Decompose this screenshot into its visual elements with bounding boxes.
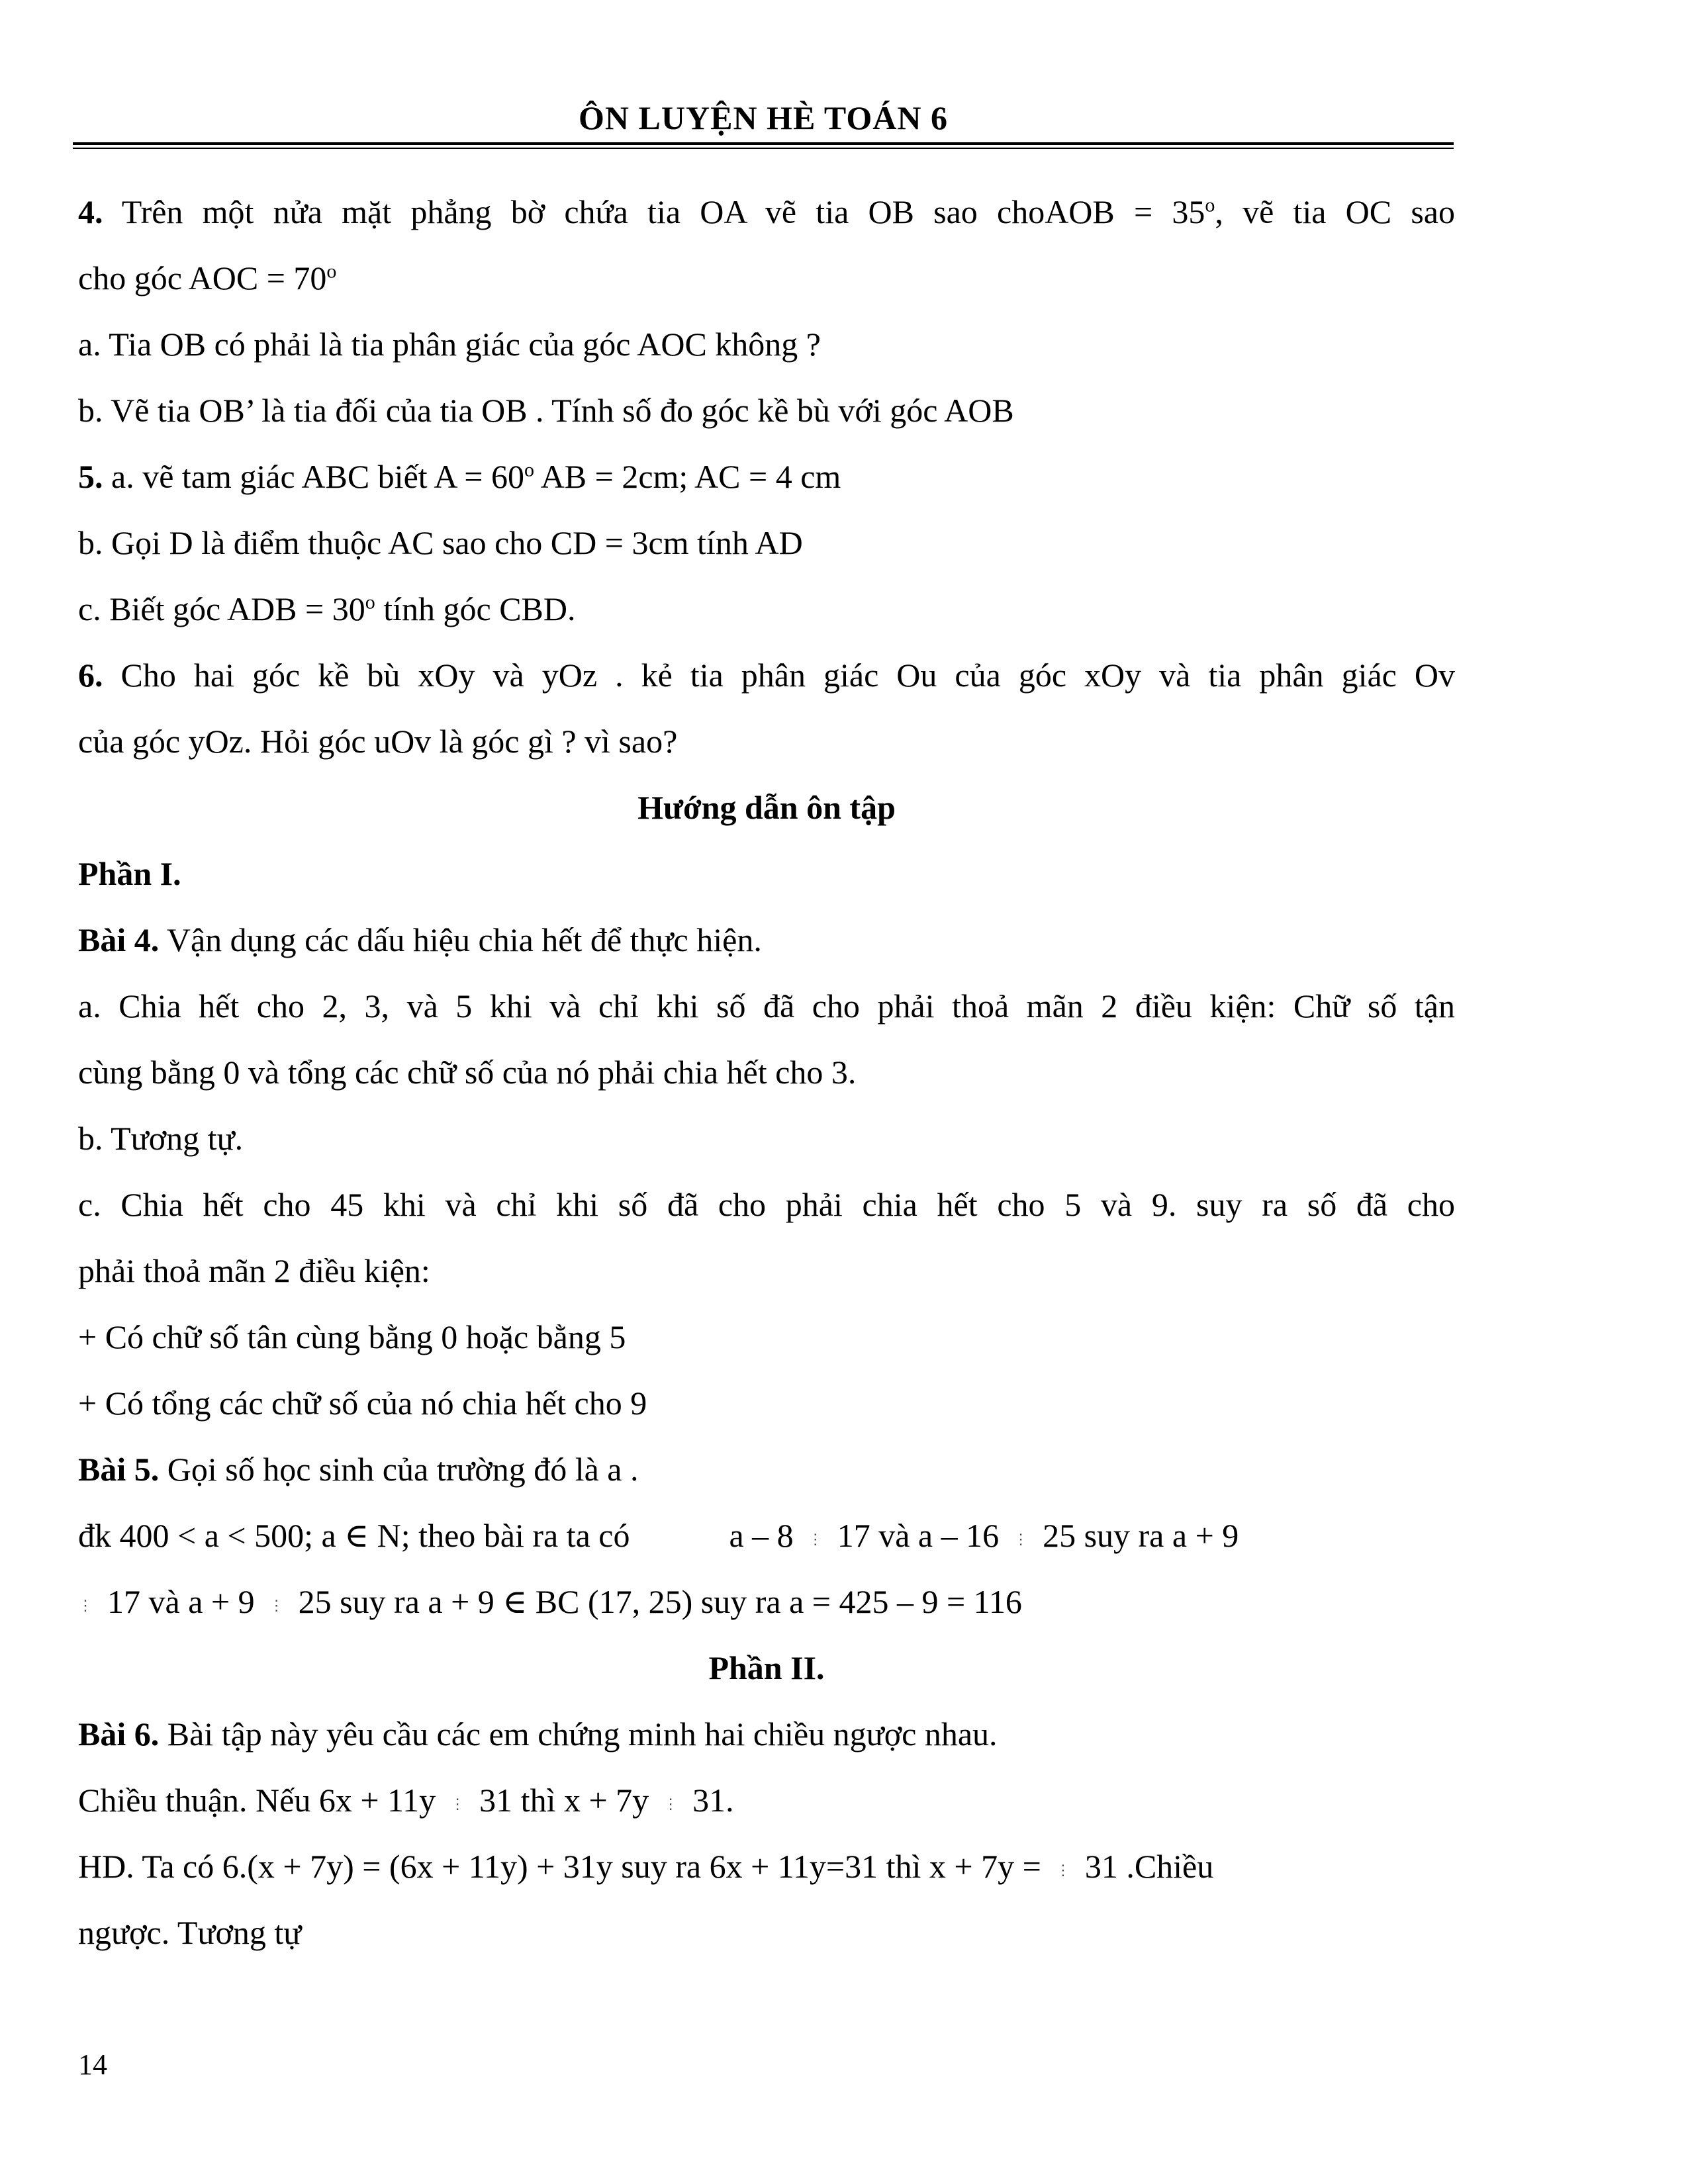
divides-symbol: ⋮ [1013, 1530, 1029, 1547]
ex5-number: 5. [78, 458, 103, 495]
page-content [78, 185, 1455, 1972]
b4-a-line1: a. Chia hết cho 2, 3, và 5 khi và chỉ khi số đã cho phải thoả mãn 2 điều kiện: Chữ số tận [78, 987, 1455, 1024]
b4-c-cond1: + Có chữ số tân cùng bằng 0 hoặc bằng 5 [78, 1318, 626, 1355]
b4-c-line2: phải thoả mãn 2 điều kiện: [78, 1252, 430, 1289]
b4-b: b. Tương tự. [78, 1120, 244, 1157]
b6-line2: HD. Ta có 6.(x + 7y) = (6x + 11y) + 31y suy ra 6x + 11y=31 thì x + 7y = ⋮ 31 .Chiều [78, 1848, 1214, 1885]
b6-line3: ngược. Tương tự [78, 1914, 302, 1951]
ex4-line2: cho góc AOC = $70^o$ [78, 259, 337, 296]
divides-symbol: ⋮ [808, 1530, 823, 1547]
b4-c-cond2: + Có tổng các chữ số của nó chia hết cho 9 [78, 1385, 647, 1422]
ex6-number: 6. [78, 657, 103, 694]
b5-line2: ⋮ 17 và a + 9 ⋮ 25 suy ra a + 9 ∈ BC (17, 25) suy ra a = 425 – 9 = 116 [78, 1583, 1022, 1620]
divides-symbol: ⋮ [269, 1596, 284, 1614]
b4-a-line2: cùng bằng 0 và tổng các chữ số của nó phải chia hết cho 3. [78, 1054, 857, 1091]
b4-intro: Bài 4. Vận dụng các dấu hiệu chia hết để thực hiện. [78, 921, 762, 958]
divides-symbol: ⋮ [1055, 1861, 1070, 1878]
b6-intro: Bài 6. Bài tập này yêu cầu các em chứng minh hai chiều ngược nhau. [78, 1715, 998, 1752]
part2-heading: Phần II. [708, 1649, 825, 1686]
b4-c-line1: c. Chia hết cho 45 khi và chỉ khi số đã cho phải chia hết cho 5 và 9. suy ra số đã cho [78, 1186, 1455, 1223]
page-header-title: ÔN LUYỆN HÈ TOÁN 6 [579, 99, 948, 136]
ex5-part-b: b. Gọi D là điểm thuộc AC sao cho CD = 3cm tính AD [78, 524, 803, 561]
page-number: 14 [78, 2048, 107, 2081]
ex4-number: 4. [78, 193, 103, 230]
header-rule-thick [73, 142, 1454, 145]
guide-title: Hướng dẫn ôn tập [637, 789, 896, 826]
ex4-part-b: b. Vẽ tia OB’ là tia đối của tia OB . Tính số đo góc kề bù với góc AOB [78, 392, 1014, 429]
divides-symbol: ⋮ [450, 1795, 465, 1812]
header-rule-thin [73, 148, 1454, 149]
ex4-part-a: a. Tia OB có phải là tia phân giác của góc AOC không ? [78, 326, 821, 363]
divides-symbol: ⋮ [78, 1596, 93, 1614]
ex5-line1: 5. a. vẽ tam giác ABC biết $A = 60^o$ AB = 2cm; AC = 4 cm [78, 458, 841, 495]
ex5-part-c: c. Biết góc ADB = $30^o$ tính góc CBD. [78, 590, 576, 627]
ex6-line1: 6. Cho hai góc kề bù xOy và yOz . kẻ tia phân giác Ou của góc xOy và tia phân giác Ov [78, 657, 1455, 694]
b5-intro: Bài 5. Gọi số học sinh của trường đó là a . [78, 1451, 639, 1488]
b6-line1: Chiều thuận. Nếu 6x + 11y ⋮ 31 thì x + 7y ⋮ 31. [78, 1782, 734, 1819]
part1-heading: Phần I. [78, 855, 181, 892]
ex4-line1: 4. Trên một nửa mặt phẳng bờ chứa tia OA vẽ tia OB sao choAOB = $35^o$, vẽ tia OC sao [78, 193, 1455, 230]
b5-line1: đk 400 < a < 500; a ∈ N; theo bài ra ta có a – 8 ⋮ 17 và a – 16 ⋮ 25 suy ra a + 9 [78, 1517, 1239, 1554]
ex6-line2: của góc yOz. Hỏi góc uOv là góc gì ? vì sao? [78, 723, 678, 760]
divides-symbol: ⋮ [663, 1795, 679, 1812]
